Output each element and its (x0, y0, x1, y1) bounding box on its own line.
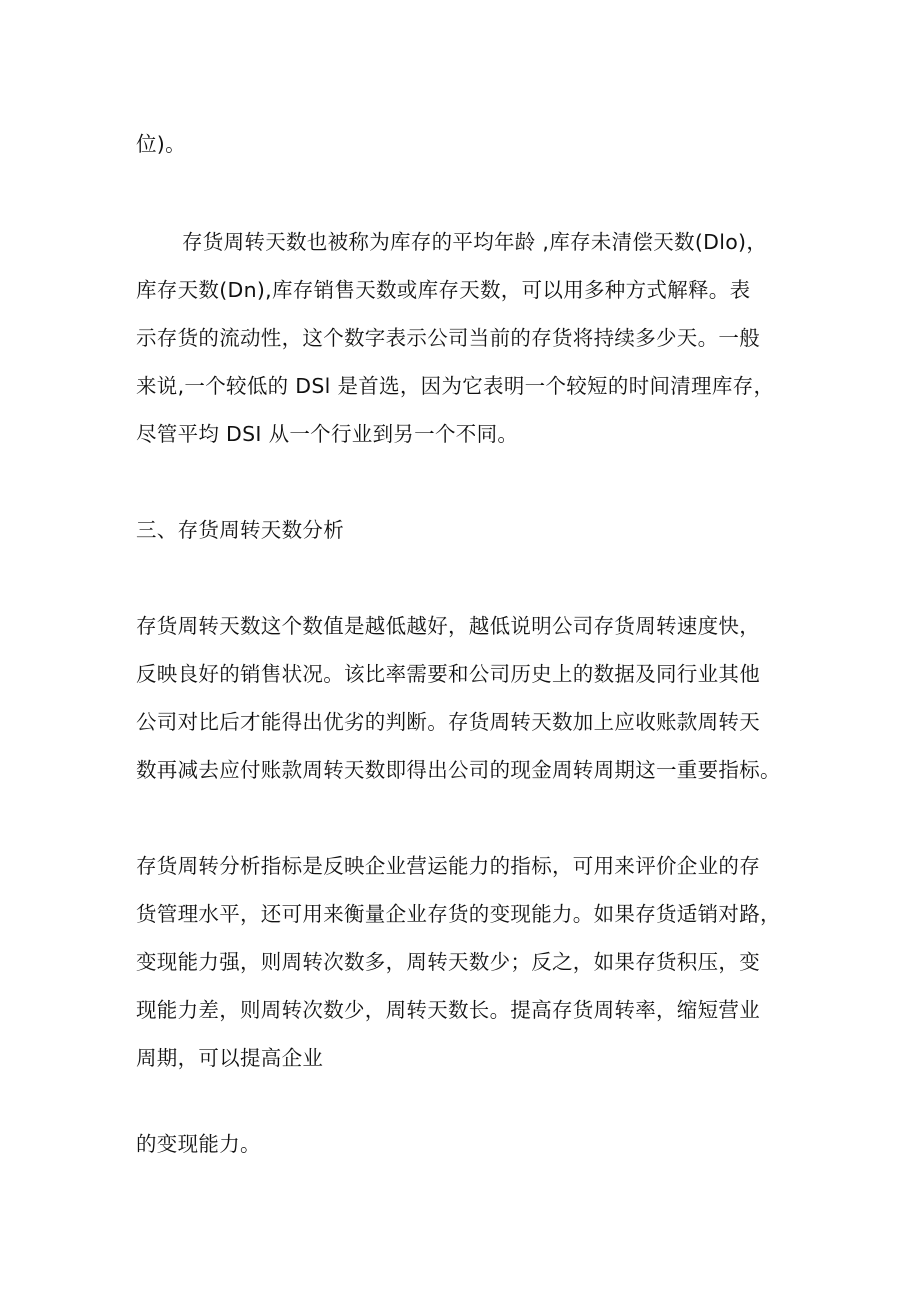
paragraph-2-line-2: 库存天数(Dn),库存销售天数或库存天数，可以用多种方式解释。表 (136, 278, 751, 302)
paragraph-3-line-2: 反映良好的销售状况。该比率需要和公司历史上的数据及同行业其他 (136, 662, 760, 686)
paragraph-4-line-5: 周期，可以提高企业 (136, 1046, 324, 1070)
paragraph-2-line-1: 存货周转天数也被称为库存的平均年龄 ,库存未清偿天数(Dlo)， (182, 230, 768, 254)
paragraph-1-line-1: 位)。 (136, 132, 186, 156)
paragraph-4-line-1: 存货周转分析指标是反映企业营运能力的指标，可用来评价企业的存 (136, 854, 760, 878)
paragraph-4-line-3: 变现能力强，则周转次数多，周转天数少；反之，如果存货积压，变 (136, 950, 760, 974)
paragraph-3-line-3: 公司对比后才能得出优劣的判断。存货周转天数加上应收账款周转天 (136, 710, 760, 734)
paragraph-4-line-2: 货管理水平，还可用来衡量企业存货的变现能力。如果存货适销对路， (136, 902, 781, 926)
paragraph-2-line-4: 来说,一个较低的 DSl 是首选，因为它表明一个较短的时间清理库存， (136, 374, 775, 398)
paragraph-3-line-1: 存货周转天数这个数值是越低越好，越低说明公司存货周转速度快， (136, 614, 760, 638)
paragraph-2-line-3: 示存货的流动性，这个数字表示公司当前的存货将持续多少天。一般 (136, 326, 760, 350)
paragraph-5-line-1: 的变现能力。 (136, 1132, 261, 1156)
paragraph-3-line-4: 数再减去应付账款周转天数即得出公司的现金周转周期这一重要指标。 (136, 758, 781, 782)
paragraph-4-line-4: 现能力差，则周转次数少，周转天数长。提高存货周转率，缩短营业 (136, 998, 760, 1022)
paragraph-2-line-5: 尽管平均 DSI 从一个行业到另一个不同。 (136, 422, 519, 446)
section-heading: 三、存货周转天数分析 (136, 518, 344, 542)
